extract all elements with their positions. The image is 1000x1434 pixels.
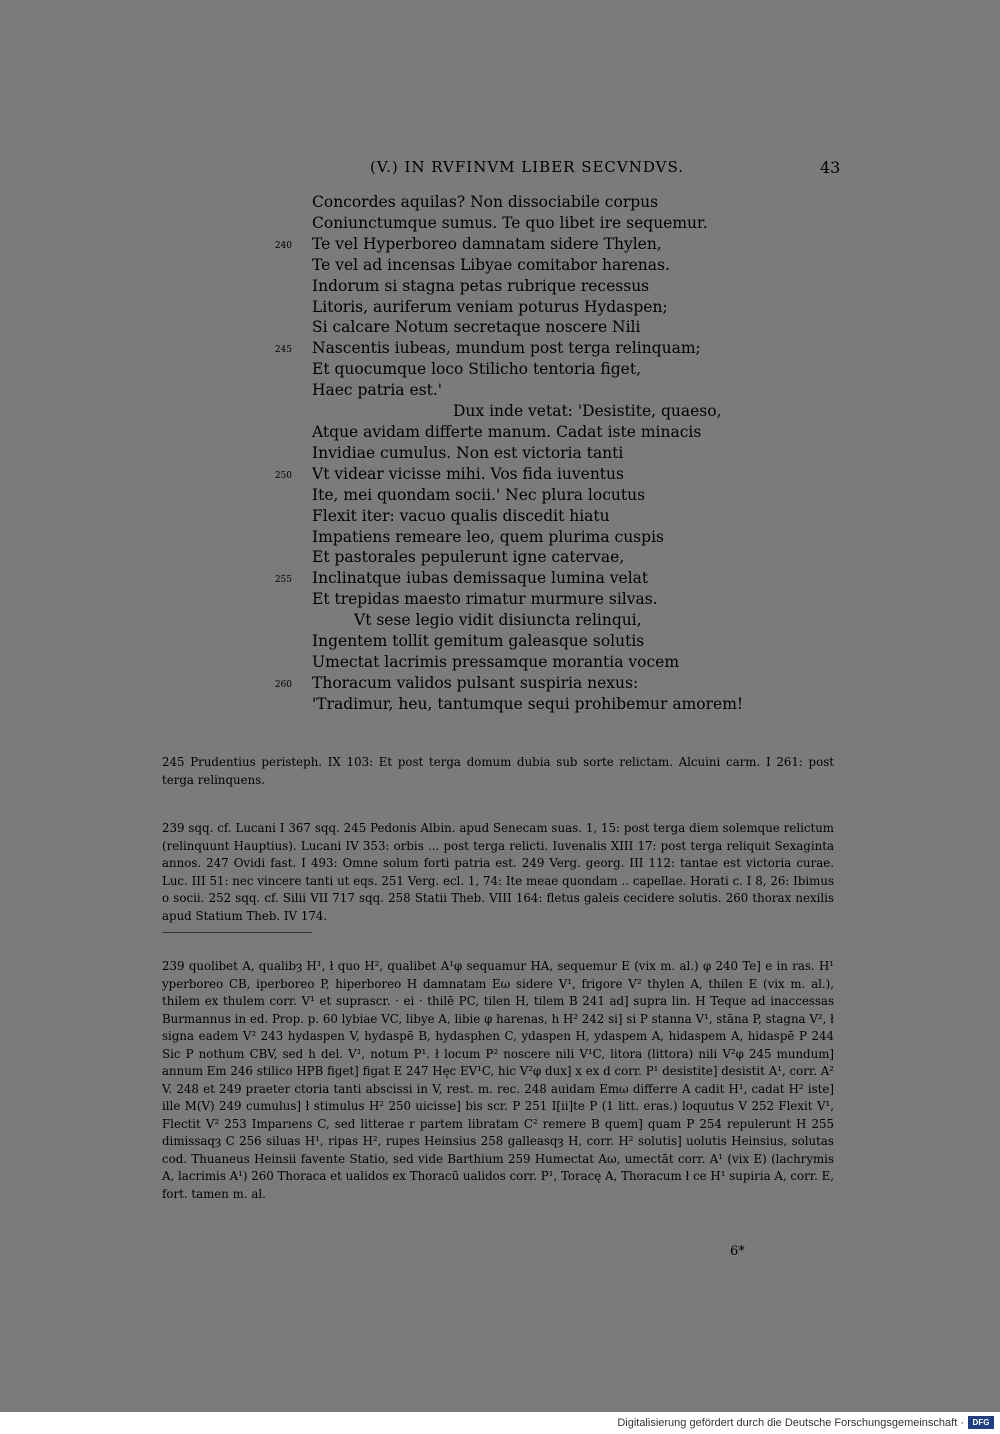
- verse-line: [312, 485, 792, 506]
- verse-line: [312, 527, 792, 548]
- verse-line-text: Flexit iter: vacuo qualis discedit hiatu: [312, 506, 610, 525]
- verse-line: [312, 443, 792, 464]
- fontes-text: 239 sqq. cf. Lucani I 367 sqq. 245 Pedonis Albin. apud Senecam suas. 1, 15: post terga diem solemque relictum (relinquunt Hauptius). Lucani IV 353: orbis ... post terga relicti. Iuvenalis XIII 17: post terga reliquit Sexaginta annos. 247 Ovidi fast. I 493: Omne solum forti patria est. 249 Verg. georg. III 112: tantae est victoria curae. Luc. III 51: nec vincere tanti ut eqs. 251 Verg. ecl. 1, 74: Ite meae quondam .. capellae. Horati c. I 8, 26: Ibimus o socii. 252 sqq. cf. Silii VII 717 sqq. 258 Statii Theb. VIII 164: fletus galeis cecidere solutis. 260 thorax nexilis apud Statium Theb. IV 174.: [162, 821, 834, 923]
- line-number: 250: [274, 470, 292, 481]
- verse-line-text: Indorum si stagna petas rubrique recessus: [312, 276, 650, 295]
- verse-line-text: Umectat lacrimis pressamque morantia vocem: [312, 652, 680, 671]
- similia-notes: [162, 754, 834, 789]
- verse-line: [312, 297, 792, 318]
- verse-line: [312, 255, 792, 276]
- verse-line: [312, 610, 792, 631]
- verse-line-text: Et quocumque loco Stilicho tentoria figet,: [312, 360, 642, 379]
- verse-line-text: Ite, mei quondam socii.' Nec plura locutus: [312, 485, 646, 504]
- funding-notice: Digitalisierung gefördert durch die Deutsche Forschungsgemeinschaft ·: [617, 1417, 964, 1429]
- line-number: 245: [274, 345, 292, 356]
- verse-line: [312, 380, 792, 401]
- verse-line: [274, 464, 792, 485]
- verse-line: [312, 589, 792, 610]
- line-number: 255: [274, 575, 292, 586]
- verse-line: [274, 234, 792, 255]
- verse-line: [312, 192, 792, 213]
- apparatus-text: 239 quolibet A, qualibȝ H¹, ł quo H², qualibet A¹φ sequamur HA, sequemur E (vix m. al.) φ 240 Te] e in ras. H¹ yperboreo CB, iperboreo P, hiperboreo H damnatam Eω sidere V¹, frigore V² thylen A, thilen E (vix m. al.), thilem ex thulem corr. V¹ et suprascr. · ei · thilē PC, tilen H, tilem B 241 ad] supra lin. H Teque ad inaccessas Burmannus in ed. Prop. p. 60 lybiae VC, libye A, libie φ harenas, h H² 242 si] si P stanna V¹, stāna P, stagna V², ł signa eadem V² 243 hydaspen V, hydaspē B, hydasphen C, ydaspen H, ydaspem A, hidaspem A, hidaspē P 244 Sic P nothum CBV, sed h del. V¹, notum P¹. ł locum P² noscere nili V¹C, litora (littora) nili V²φ 245 mundum] annum Em 246 stilico HPB figet] figat E 247 Hęc EV¹C, hic V²φ dux] x ex d corr. P¹ desistite] desistit A¹, corr. A² V. 248 et 249 praeter ctoria tanti abscissi in V, rest. m. rec. 248 auidam Emω differre A cadit H¹, cadat H² iste] ille M(V) 249 cumulus] ł stimulus H² 250 uicisse] bis scr. P 251 I[ii]te P (1 litt. eras.) loquutus V 252 Flexit V¹, Flectit V² 253 Imparıens C, sed litterae r partem libratam C² remere B quem] quam P 254 repulerunt H 255 dimissaqȝ C 256 siluas H¹, ripas H², rupes Heinsius 258 galleasqȝ H, corr. H² solutis] uolutis Heinsius, solutas cod. Thuaneus Heinsii favente Statio, sed vide Barthium 259 Humectat Aω, umectāt corr. A¹ (vix E) (lachrymis A, lacrimis A¹) 260 Thoraca et ualidos ex Thoracū ualidos corr. P¹, Toracę A, Thoracum ł ce H¹ supiria A, corr. E, fort. tamen m. al.: [162, 959, 834, 1201]
- verse-line-text: Invidiae cumulus. Non est victoria tanti: [312, 443, 624, 462]
- verse-line-text: Si calcare Notum secretaque noscere Nili: [312, 318, 641, 337]
- verse-line: [312, 547, 792, 568]
- verse-line-text: Thoracum validos pulsant suspiria nexus:: [312, 673, 639, 692]
- verse-line-text: Litoris, auriferum veniam poturus Hydaspen;: [312, 297, 668, 316]
- verse-line: [312, 317, 792, 338]
- verse-line-text: Inclinatque iubas demissaque lumina velat: [312, 569, 649, 588]
- line-number: 260: [274, 679, 292, 690]
- verse-line: [274, 673, 792, 694]
- verse-line: [312, 213, 792, 234]
- running-head: (V.) IN RVFINVM LIBER SECVNDVS.: [370, 158, 684, 176]
- verse-line-text: Vt videar vicisse mihi. Vos fida iuventus: [312, 464, 624, 483]
- dfg-logo: DFG: [968, 1416, 994, 1429]
- verse-line: [312, 401, 792, 422]
- footer-bar: [0, 1412, 1000, 1434]
- verse-line-text: Coniunctumque sumus. Te quo libet ire sequemur.: [312, 213, 708, 232]
- verse-line-text: Et pastorales pepulerunt igne catervae,: [312, 548, 625, 567]
- verse-line-text: Te vel Hyperboreo damnatam sidere Thylen,: [312, 234, 662, 253]
- verse-text: [274, 192, 792, 715]
- verse-line-text: Dux inde vetat: 'Desistite, quaeso,: [453, 402, 722, 421]
- verse-line: [312, 276, 792, 297]
- verse-line-text: Impatiens remeare leo, quem plurima cuspis: [312, 527, 664, 546]
- verse-line: [312, 422, 792, 443]
- page-number: 43: [820, 158, 841, 177]
- verse-line: [312, 694, 792, 715]
- verse-line: [274, 568, 792, 589]
- signature-mark: 6*: [730, 1244, 745, 1259]
- verse-line: [312, 652, 792, 673]
- verse-line-text: Te vel ad incensas Libyae comitabor harenas.: [312, 255, 670, 274]
- verse-line: [312, 631, 792, 652]
- verse-line-text: Vt sese legio vidit disiuncta relinqui,: [354, 611, 642, 630]
- verse-line-text: Haec patria est.': [312, 381, 443, 400]
- verse-line: [274, 338, 792, 359]
- critical-apparatus: [162, 958, 834, 1203]
- verse-line-text: 'Tradimur, heu, tantumque sequi prohibemur amorem!: [312, 694, 744, 713]
- verse-line: [312, 506, 792, 527]
- verse-line-text: Et trepidas maesto rimatur murmure silvas.: [312, 590, 658, 609]
- verse-line-text: Atque avidam differte manum. Cadat iste minacis: [312, 422, 702, 441]
- line-number: 240: [274, 240, 292, 251]
- verse-line-text: Concordes aquilas? Non dissociabile corpus: [312, 193, 659, 211]
- verse-line-text: Ingentem tollit gemitum galeasque solutis: [312, 632, 645, 651]
- fontes-notes: [162, 820, 834, 925]
- notes-divider: [162, 932, 312, 933]
- verse-line: [312, 359, 792, 380]
- verse-line-text: Nascentis iubeas, mundum post terga relinquam;: [312, 339, 701, 358]
- similia-text: 245 Prudentius peristeph. IX 103: Et post terga domum dubia sub sorte relictam. Alcuini carm. I 261: post terga relinquens.: [162, 755, 834, 787]
